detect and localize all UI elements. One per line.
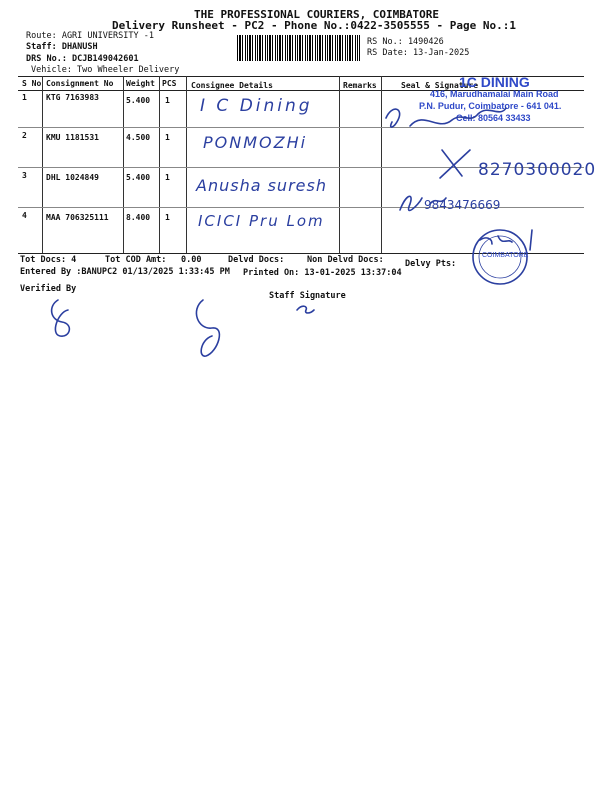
row-consignment: KTG 7163983 — [46, 93, 99, 102]
row-sno: 1 — [22, 93, 27, 102]
tot-docs: Tot Docs: 4 — [20, 255, 77, 265]
stamp-cell: Cell: 80564 33433 — [456, 113, 531, 123]
row-sno: 2 — [22, 131, 27, 140]
row-pcs: 1 — [165, 133, 170, 142]
row-sno: 4 — [22, 211, 27, 220]
row-pcs: 1 — [165, 213, 170, 222]
drs-number: DRS No.: DCJB149042601 — [26, 54, 139, 64]
row-weight: 5.400 — [126, 173, 151, 182]
verified-signature — [52, 300, 70, 336]
row-consignee-handwritten: I C Dining — [200, 96, 313, 116]
round-stamp-text: COIMBATORE — [482, 252, 529, 259]
stamp-address-line2: P.N. Pudur, Coimbatore - 641 041. — [419, 101, 562, 111]
col-header-pcs: PCS — [162, 79, 177, 88]
rs-date: RS Date: 13-Jan-2025 — [367, 48, 470, 58]
row-consignment: MAA 706325111 — [46, 213, 109, 222]
staff-signature — [196, 300, 219, 356]
delvy-pts: Delvy Pts: — [405, 259, 457, 269]
row-weight: 8.400 — [126, 213, 151, 222]
signature-row1 — [386, 108, 506, 127]
tot-cod-value: 0.00 — [181, 255, 202, 265]
tot-cod-label: Tot COD Amt: — [105, 255, 167, 265]
col-header-consignment: Consignment No — [46, 79, 114, 88]
row-pcs: 1 — [165, 173, 170, 182]
staff-label: Staff: DHANUSH — [26, 42, 98, 52]
col-header-remarks: Remarks — [343, 81, 377, 90]
staff-signature-label: Staff Signature — [269, 291, 346, 301]
vehicle-label: Vehicle: Two Wheeler Delivery — [31, 65, 180, 75]
row-weight: 5.400 — [126, 96, 151, 105]
signature-row2 — [440, 150, 470, 178]
rs-number: RS No.: 1490426 — [367, 37, 444, 47]
handwritten-phone-1: 8270300020 — [478, 160, 597, 180]
handwritten-phone-2: 9843476669 — [424, 198, 501, 212]
row-consignee-handwritten: Anusha suresh — [196, 176, 327, 195]
col-header-seal: Seal & Signature — [401, 81, 479, 90]
stamp-address-line1: 416, Marudhamalai Main Road — [430, 89, 559, 99]
row-consignment: DHL 1024849 — [46, 173, 99, 182]
company-name: THE PROFESSIONAL COURIERS, COIMBATORE — [194, 8, 440, 21]
row-consignee-handwritten: ICICI Pru Lom — [198, 212, 325, 230]
row-sno: 3 — [22, 171, 27, 180]
row-pcs: 1 — [165, 96, 170, 105]
verified-by: Verified By — [20, 284, 77, 294]
delvd-docs: Delvd Docs: — [228, 255, 285, 265]
stamp-name: 1C DINING — [459, 74, 530, 90]
staff-signature-initial — [297, 306, 314, 313]
non-delvd-docs: Non Delvd Docs: — [307, 255, 384, 265]
route-label: Route: AGRI UNIVERSITY -1 — [26, 31, 154, 41]
printed-on: Printed On: 13-01-2025 13:37:04 — [243, 268, 402, 278]
runsheet-title: Delivery Runsheet - PC2 - Phone No.:0422-3505555 - Page No.:1 — [112, 19, 516, 32]
col-header-sno: S No — [22, 79, 42, 88]
row-weight: 4.500 — [126, 133, 151, 142]
row-consignee-handwritten: PONMOZHi — [203, 133, 308, 152]
entered-by: Entered By :BANUPC2 01/13/2025 1:33:45 PM — [20, 267, 230, 277]
col-header-consignee: Consignee Details — [191, 81, 273, 90]
col-header-weight: Weight — [126, 79, 155, 88]
row-consignment: KMU 1181531 — [46, 133, 99, 142]
